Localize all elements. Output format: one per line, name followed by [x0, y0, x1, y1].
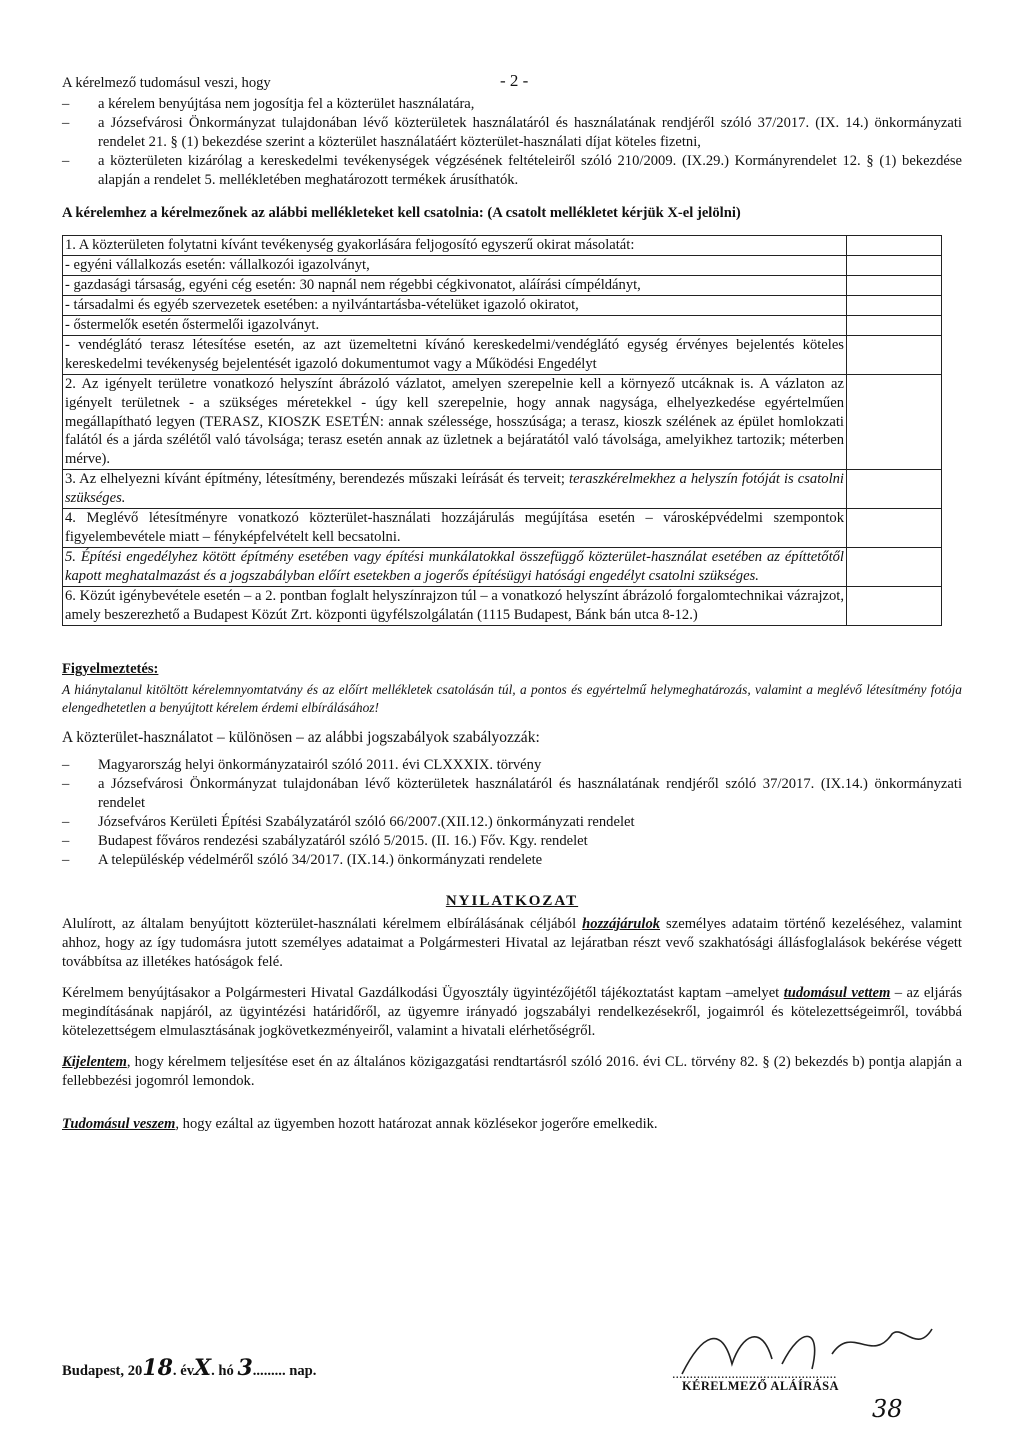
- page-number: - 2 -: [500, 71, 529, 90]
- statement-title: NYILATKOZAT: [445, 892, 579, 909]
- notes-list: [62, 95, 962, 190]
- list-item: – Magyarország helyi önkormányzatairól szóló 2011. évi CLXXXIX. törvény: [62, 757, 542, 774]
- checkbox-cell[interactable]: [847, 275, 942, 295]
- signature-area: ...............................................: [662, 1314, 962, 1390]
- table-row: 3. Az elhelyezni kívánt építmény, létesítmény, berendezés műszaki leírását és terveit; teraszkérelmekhez a helyszín fotóját is csatolni szükséges.: [63, 470, 942, 509]
- attachments-heading: A kérelemhez a kérelmezőnek az alábbi mellékleteket kell csatolnia: (A csatolt mellékletet kérjük X-el jelölni): [62, 204, 741, 221]
- statement-paragraph: Kérelmem benyújtásakor a Polgármesteri Hivatal Gazdálkodási Ügyosztály ügyintézőjétől tájékoztatást kaptam –amelyet tudomásul vettem – az eljárás megindításának napjáról, az ügyintézési határidőről, az ügyemre irányadó jogszabályi rendelkezésekről, jogaimról és kötelezettségeimről, továbbá kötelezettségem elmulasztásának jogkövetkezményeiről, valamint a hivatali elérhetőségről.: [62, 985, 963, 1040]
- checkbox-cell[interactable]: [847, 335, 942, 374]
- warning-text: A hiánytalanul kitöltött kérelemnyomtatvány és az előírt mellékletek csatolásán túl, a pontos és egyértelmű helymeghatározás, valamint a meglévő létesítmény fotója elengedhetetlen a benyújtott kérelem érdemi elbírálásához!: [62, 682, 962, 715]
- laws-list: [62, 756, 962, 870]
- table-row: 2. Az igényelt területre vonatkozó helyszínt ábrázoló vázlatot, amelyen szerepelnie kell a környező utcáknak is. A vázlaton az igényelt területnek - a szükséges méretekkel - úgy kell szerepelnie, hogy annak nagysága, elhelyezkedése egyértelműen megállapítható legyen (TERASZ, KIOSZK ESETÉN: annak szélessége, hosszúsága; a terasz, kioszk szélének az épület homlokzati falától és a járda szélétől való távolsága; terasz esetén annak az üzletnek a bejáratától való távolsága, amelyikhez tartozik; méterben mérve).: [63, 374, 942, 470]
- checkbox-cell[interactable]: [847, 295, 942, 315]
- table-row: - egyéni vállalkozás esetén: vállalkozói igazolványt,: [63, 255, 942, 275]
- warning-title: Figyelmeztetés:: [62, 661, 159, 678]
- signature-block: [62, 1354, 962, 1434]
- date-line: Budapest, 2018. évX. hó 3......... nap.: [62, 1355, 317, 1381]
- table-row: - őstermelők esetén őstermelői igazolványt.: [63, 315, 942, 335]
- table-row: 4. Meglévő létesítményre vonatkozó közterület-használati hozzájárulás megújítása esetén – városképvédelmi szempontok figyelembevétele miatt – fényképfelvételt kell becsatolni.: [63, 509, 942, 548]
- table-row: - társadalmi és egyéb szervezetek esetében: a nyilvántartásba-vételüket igazoló okiratot,: [63, 295, 942, 315]
- list-item: – Budapest főváros rendezési szabályzatáról szóló 5/2015. (II. 16.) Főv. Kgy. rendelet: [62, 832, 588, 849]
- checkbox-cell[interactable]: [847, 255, 942, 275]
- intro-text: A kérelmező tudomásul veszi, hogy: [62, 75, 271, 91]
- table-row: 6. Közút igénybevétele esetén – a 2. pontban foglalt helyszínrajzon túl – a vonatkozó helyszínt ábrázoló forgalomtechnikai vázrajzot, amely beszerezhető a Budapest Közút Zrt. központi ügyfélszolgálatán (1115 Budapest, Bánk bán utca 8-12.): [63, 587, 942, 626]
- checkbox-cell[interactable]: [847, 548, 942, 587]
- laws-intro: A közterület-használatot – különösen – az alábbi jogszabályok szabályozzák:: [62, 728, 540, 746]
- statement-paragraph: Kijelentem, hogy kérelmem teljesítése eset én az általános közigazgatási rendtartásról szóló 2016. évi CL. törvény 82. § (2) bekezdés b) pontja alapján a fellebbezési jogomról lemondok.: [62, 1054, 962, 1090]
- list-item: – a kérelem benyújtása nem jogosítja fel a közterület használatára,: [62, 95, 475, 112]
- attachments-table: [62, 235, 942, 626]
- list-item: – a Józsefvárosi Önkormányzat tulajdonában lévő közterületek használatáról és használatának rendjéről szóló 37/2017. (IX.14.) önkormányzati rendelet: [62, 776, 962, 812]
- table-row: - gazdasági társaság, egyéni cég esetén: 30 napnál nem régebbi cégkivonatot, aláírási címpéldányt,: [63, 275, 942, 295]
- list-item: – Józsefváros Kerületi Építési Szabályzatáról szóló 66/2007.(XII.12.) önkormányzati rendelet: [62, 814, 635, 831]
- document-page: [62, 74, 963, 1423]
- checkbox-cell[interactable]: [847, 509, 942, 548]
- table-row: - vendéglátó terasz létesítése esetén, az azt üzemeltetni kívánó kereskedelmi/vendéglátó egység érvényes bejelentés köteles kereskedelmi tevékenység bejelentését igazoló dokumentumot vagy a Működési Engedélyt: [63, 335, 942, 374]
- list-item: – A településkép védelméről szóló 34/2017. (IX.14.) önkormányzati rendelete: [62, 851, 543, 868]
- checkbox-cell[interactable]: [847, 470, 942, 509]
- checkbox-cell[interactable]: [847, 235, 942, 255]
- table-row: 1. A közterületen folytatni kívánt tevékenység gyakorlására feljogosító egyszerű okirat másolatát:: [63, 235, 942, 255]
- statement-paragraph: Alulírott, az általam benyújtott közterület-használati kérelmem elbírálásának céljából hozzájárulok személyes adataim történő kezeléséhez, valamint ahhoz, hogy az így tudomásra jutott személyes adataimat a Polgármesteri Hivatal az lejáratban részt vevő szakhatósági állásfoglalások bekérése végett továbbítsa az illetékes hatóságok felé.: [62, 916, 962, 971]
- table-row: 5. Építési engedélyhez kötött építmény esetében vagy építési munkálatokkal összefüggő közterület-használat esetében az építtetőtől kapott meghatalmazást és a jogszabályban előírt esetekben a jogerős építésügyi hatósági engedélyt csatolni szükséges.: [63, 548, 942, 587]
- list-item: – a közterületen kizárólag a kereskedelmi tevékenységek végzésének feltételeiről szóló 210/2009. (IX.29.) Kormányrendelet 12. § (1) bekezdése alapján a rendelet 5. mellékletében meghatározott termékek árusíthatók.: [62, 152, 962, 188]
- signature-label: KÉRELMEZŐ ALÁÍRÁSA: [682, 1379, 839, 1393]
- handwritten-number: 38: [872, 1395, 903, 1423]
- checkbox-cell[interactable]: [847, 587, 942, 626]
- list-item: – a Józsefvárosi Önkormányzat tulajdonában lévő közterületek használatáról és használatának rendjéről szóló 37/2017. (IX. 14.) önkormányzati rendelet 21. § (1) bekezdése szerint a közterület használatáért közterület-használati díjat köteles fizetni,: [62, 114, 962, 150]
- checkbox-cell[interactable]: [847, 374, 942, 470]
- checkbox-cell[interactable]: [847, 315, 942, 335]
- statement-paragraph: Tudomásul veszem, hogy ezáltal az ügyemben hozott határozat annak közlésekor jogerőre emelkedik.: [62, 1116, 658, 1133]
